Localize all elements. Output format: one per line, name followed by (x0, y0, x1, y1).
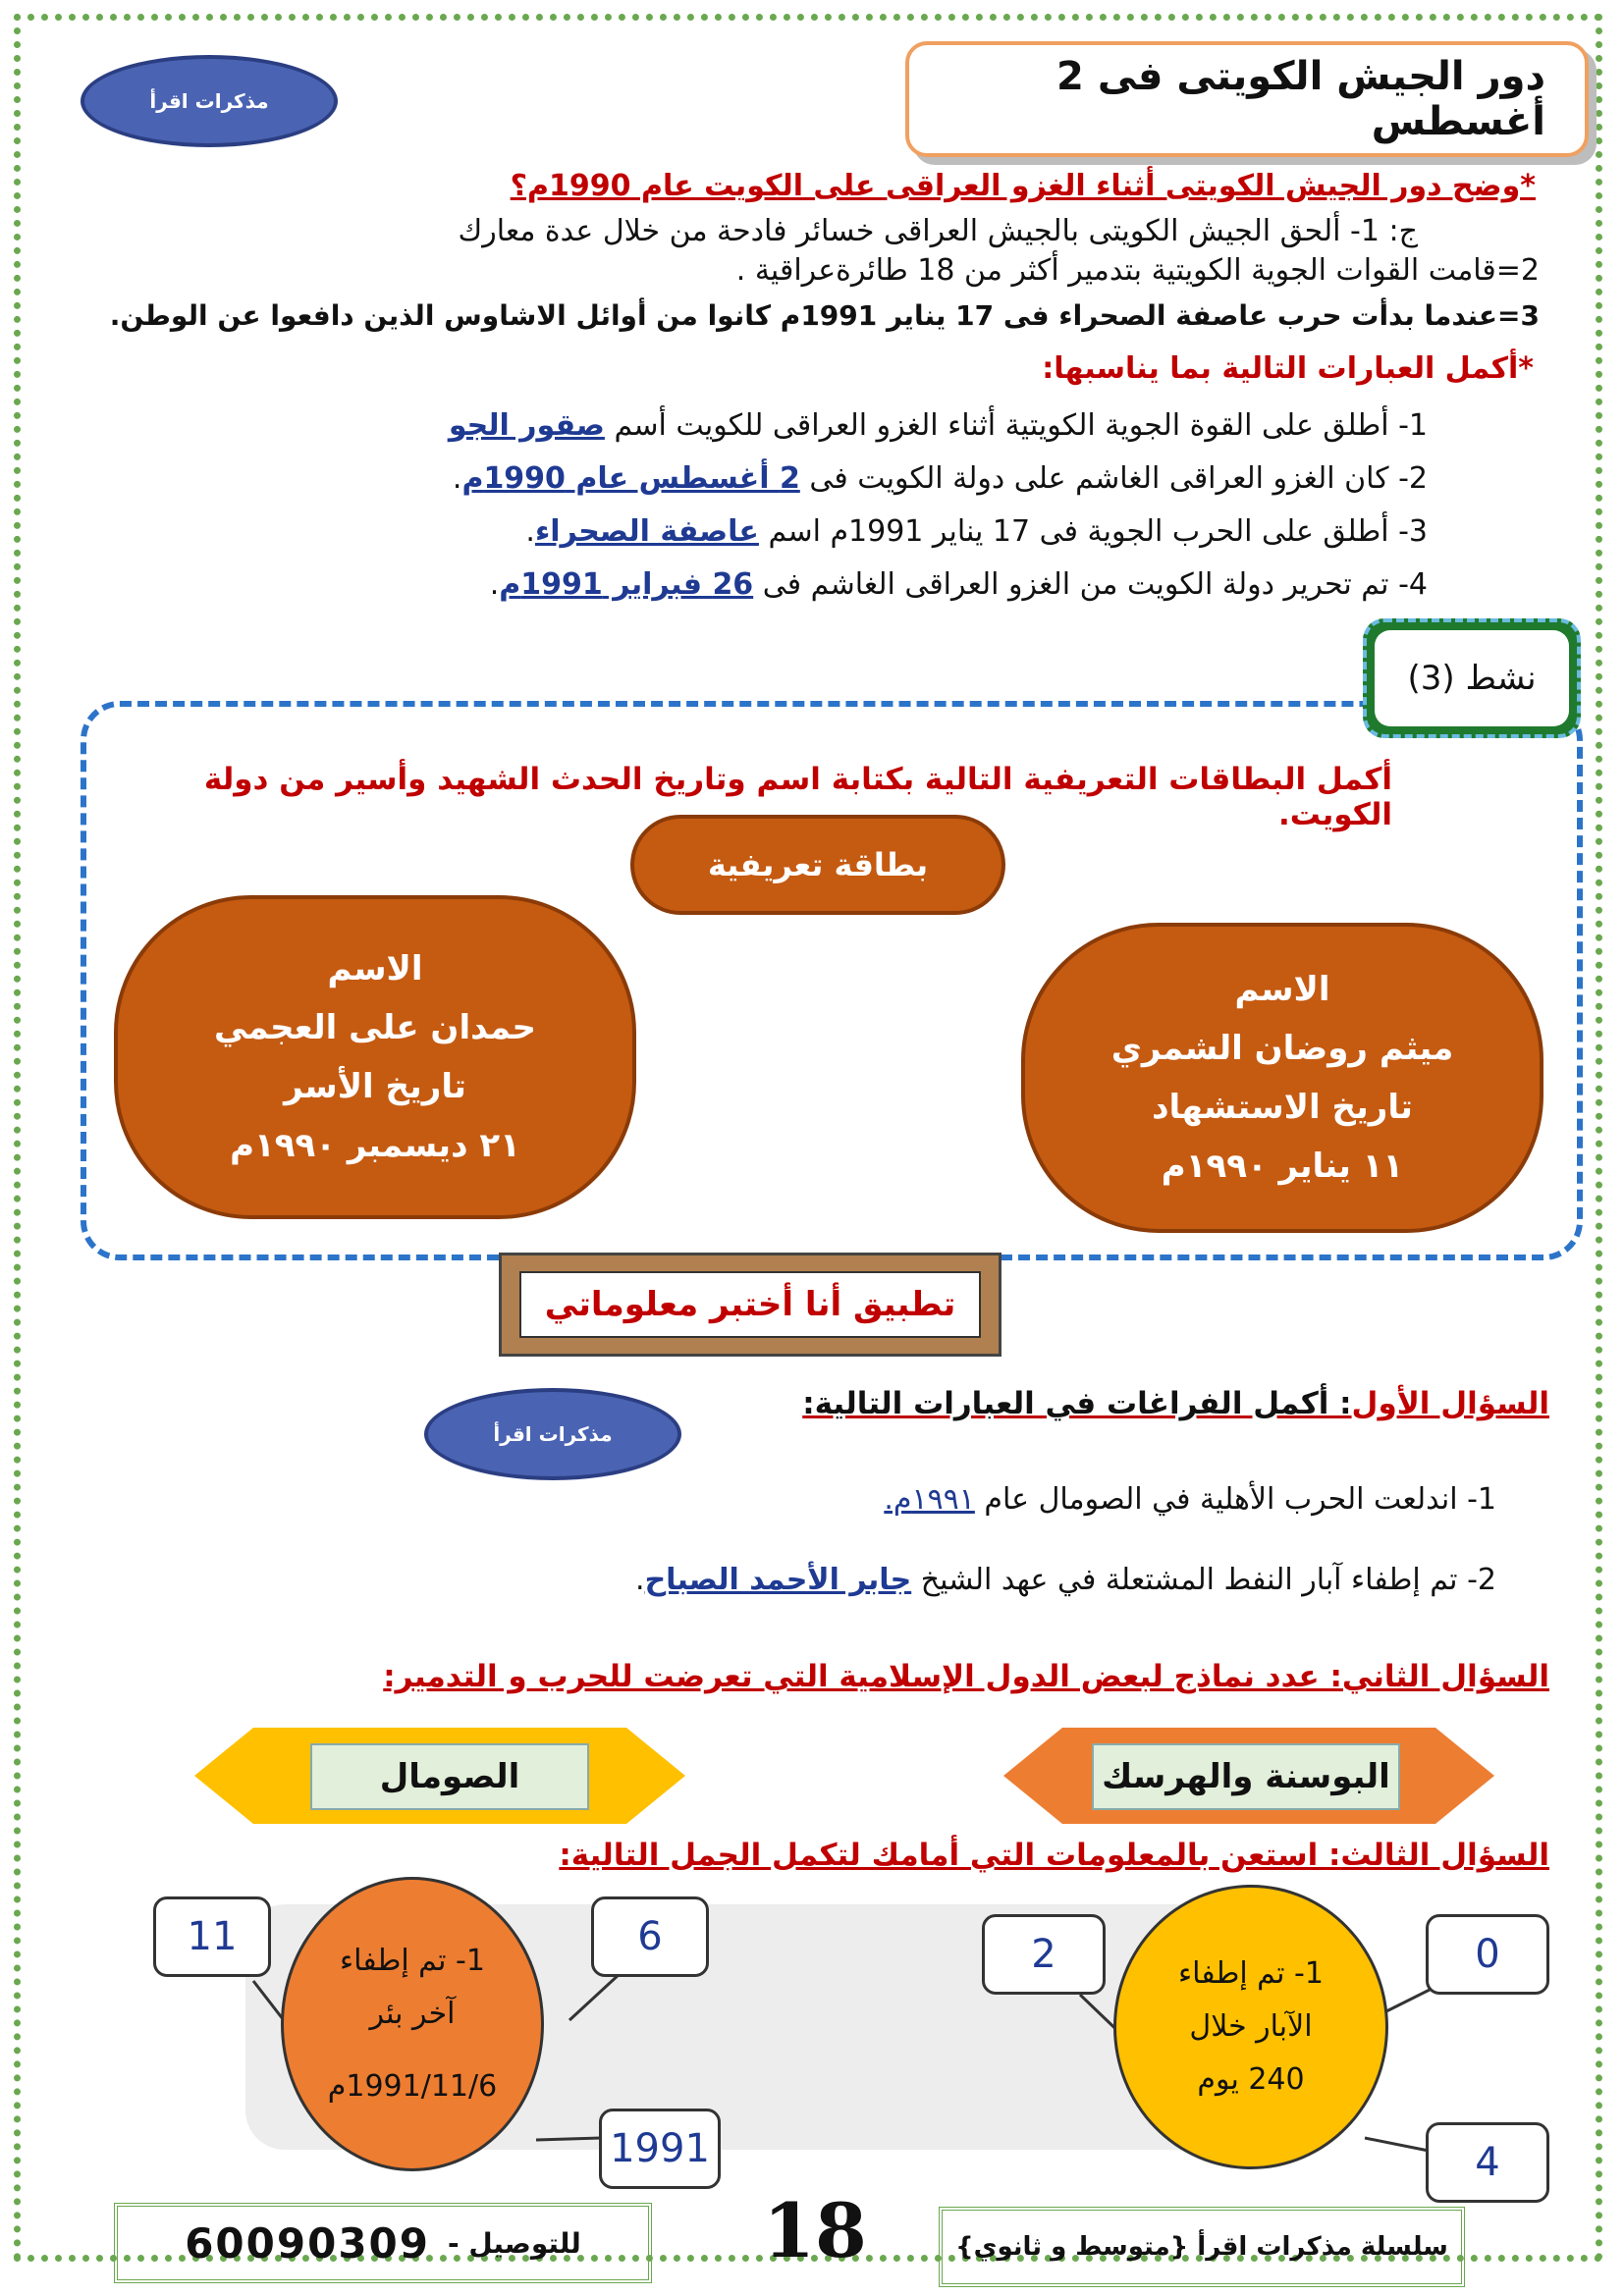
q1-question: *وضح دور الجيش الكويتى أثناء الغزو العراقى على الكويت عام 1990م؟ (510, 169, 1536, 203)
id-card-left-line-2: حمدان على العجمي (213, 1008, 537, 1047)
q1-answer-line-2: 2=قامت القوات الجوية الكويتية بتدمير أكثر من 18 طائرةعراقية . (735, 253, 1540, 288)
activity-label: نشط (3) (1375, 630, 1569, 726)
page-number: 18 (763, 2187, 867, 2274)
answer-arrow-left-text: الصومال (379, 1757, 520, 1796)
activity-instruction: أكمل البطاقات التعريفية التالية بكتابة اسم وتاريخ الحدث الشهيد وأسير من دولة الكويت. (203, 762, 1392, 832)
bubble-right-bottom: 4 (1426, 2122, 1549, 2203)
test-first-item-2: 2- تم إطفاء آبار النفط المشتعلة في عهد الشيخ جابر الأحمد الصباح. (635, 1563, 1496, 1597)
footer-series-box (939, 2207, 1465, 2287)
answer-arrow-right-text: البوسنة والهرسك (1102, 1757, 1390, 1796)
test-first-item-1: 1- اندلعت الحرب الأهلية في الصومال عام ١٩٩١م. (884, 1482, 1496, 1517)
footer-contact-number: 60090309 (185, 2218, 430, 2268)
footer-contact-box (114, 2203, 652, 2283)
id-card-right-line-4: ١١ يناير ١٩٩٠م (1161, 1147, 1404, 1186)
test-first-answer-1: ١٩٩١م. (884, 1482, 975, 1517)
id-card-left-line-4: ٢١ ديسمبر ١٩٩٠م (230, 1126, 520, 1165)
bubble-right-mid: 2 (982, 1914, 1106, 1995)
footer-contact-label: للتوصيل - (448, 2226, 581, 2260)
info-circle-right: 1- تم إطفاء الآبار خلال 240 يوم (1113, 1885, 1388, 2169)
q2-answer-2: 2 أغسطس عام 1990م (461, 461, 800, 496)
q2-answer-1: صقور الجو (448, 408, 605, 443)
test-brand-badge: مذكرات اقرأ (424, 1388, 681, 1480)
q2-item-2: 2- كان الغزو العراقى الغاشم على دولة الكويت فى 2 أغسطس عام 1990م. (452, 461, 1428, 496)
q2-item-4: 4- تم تحرير دولة الكويت من الغزو العراقى الغاشم فى 26 فبراير 1991م. (489, 567, 1428, 602)
q2-title: *أكمل العبارات التالية بما يناسبها: (1042, 351, 1534, 386)
bubble-right-top: 0 (1426, 1914, 1549, 1995)
q2-item-1: 1- أطلق على القوة الجوية الكويتية أثناء الغزو العراقى للكويت أسم صقور الجو (448, 408, 1428, 443)
page-title: دور الجيش الكويتى فى 2 أغسطس (1056, 54, 1545, 144)
q1-answer-line-1: ج: 1- ألحق الجيش الكويتى بالجيش العراقى خسائر فادحة من خلال عدة معارك (458, 214, 1418, 248)
info-circle-left: 1- تم إطفاء آخر بئر 1991/11/6م (281, 1877, 544, 2171)
id-card-left-line-1: الاسم (327, 949, 423, 988)
id-card-right-line-1: الاسم (1234, 970, 1330, 1009)
test-second-question: السؤال الثاني: عدد نماذج لبعض الدول الإسلامية التي تعرضت للحرب و التدمير: (383, 1659, 1549, 1694)
id-card-right-line-2: ميثم روضان الشمري (1110, 1029, 1454, 1068)
id-card-right-line-3: تاريخ الاستشهاد (1152, 1088, 1413, 1127)
id-card-left-line-3: تاريخ الأسر (284, 1067, 466, 1106)
test-first-question: السؤال الأول: أكمل الفراغات في العبارات التالية: (802, 1386, 1549, 1421)
card-title: بطاقة تعريفية (630, 815, 1005, 915)
q2-answer-3: عاصفة الصحراء (534, 514, 759, 549)
test-banner: تطبيق أنا أختبر معلوماتي (499, 1253, 1001, 1357)
bubble-left-bottom: 1991 (599, 2109, 721, 2189)
q1-answer-line-3: 3=عندما بدأت حرب عاصفة الصحراء فى 17 يناير 1991م كانوا من أوائل الاشاوس الذين دافعوا عن الوطن. (109, 299, 1540, 332)
bubble-left-top-right: 6 (591, 1896, 709, 1977)
brand-badge: مذكرات اقرأ (81, 55, 338, 147)
q2-answer-4: 26 فبراير 1991م (499, 567, 754, 602)
q2-item-3: 3- أطلق على الحرب الجوية فى 17 يناير 1991م اسم عاصفة الصحراء. (525, 514, 1428, 549)
test-first-answer-2: جابر الأحمد الصباح (644, 1563, 912, 1597)
footer-series: سلسلة مذكرات اقرأ {متوسط و ثانوي} (955, 2232, 1448, 2262)
bubble-left-top-left: 11 (153, 1896, 271, 1977)
test-third-question: السؤال الثالث: استعن بالمعلومات التي أمامك لتكمل الجمل التالية: (559, 1838, 1549, 1873)
